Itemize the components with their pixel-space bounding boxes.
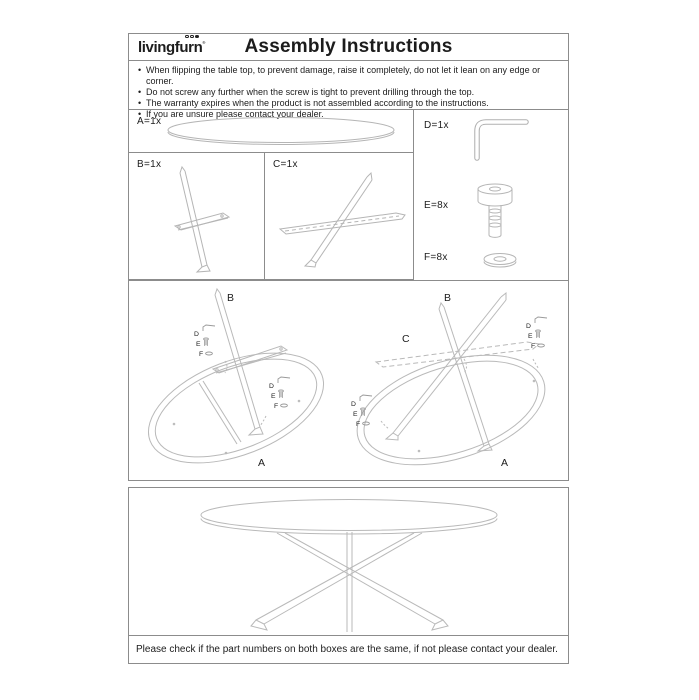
svg-text:D: D (269, 383, 274, 390)
trademark-symbol: ® (202, 39, 205, 45)
svg-text:E: E (528, 333, 533, 340)
assembled-table (128, 487, 569, 636)
instruction-sheet (128, 33, 569, 664)
svg-text:E: E (271, 393, 276, 400)
assembly-step-1-drawing (133, 289, 338, 480)
svg-text:F: F (274, 403, 279, 410)
allen-key-icon (477, 122, 526, 158)
part-f-label: F=8x (424, 252, 448, 263)
part-b-box (128, 152, 265, 280)
footer-note (128, 635, 569, 664)
step1-label-a: A (258, 457, 266, 469)
header (128, 33, 569, 61)
parts-list (128, 109, 569, 281)
fastener-callout (269, 377, 290, 410)
part-a-label: A=1x (137, 116, 162, 127)
assembly-steps-drawing (129, 281, 568, 480)
part-e-label: E=8x (424, 200, 449, 211)
note-item: • If you are unsure please contact your dealer. (137, 109, 562, 120)
svg-text:F: F (531, 343, 536, 350)
fastener-callout (194, 325, 215, 358)
fastener-callout (526, 317, 547, 350)
leg-drawing (129, 153, 264, 279)
assembly-steps (128, 280, 569, 481)
cross-base-drawing (265, 153, 413, 279)
assembly-step-2-drawing (344, 293, 558, 480)
washer-icon (484, 254, 516, 268)
step2-label-a: A (501, 457, 509, 469)
svg-text:D: D (194, 331, 199, 338)
page-title: Assembly Instructions (244, 36, 453, 57)
part-a-box (128, 109, 414, 153)
hardware-drawing (414, 110, 568, 280)
svg-text:E: E (196, 341, 201, 348)
bolt-icon (478, 184, 512, 237)
part-c-box (264, 152, 414, 280)
svg-text:D: D (351, 401, 356, 408)
svg-text:F: F (356, 421, 361, 428)
part-b-label: B=1x (137, 159, 162, 170)
brand-logo-text: livingfurn (138, 38, 203, 56)
note-item: • When flipping the table top, to prevent damage, raise it completely, do not let it lean on any edge or corner. (137, 65, 562, 87)
assembled-table-drawing (129, 488, 568, 635)
note-item: • The warranty expires when the product is not assembled according to the instructions. (137, 98, 562, 109)
part-d-label: D=1x (424, 120, 449, 131)
part-c-label: C=1x (273, 159, 298, 170)
fastener-callout (351, 395, 372, 428)
safety-notes (128, 60, 569, 119)
footer-note-text: Please check if the part numbers on both boxes are the same, if not please contact your dealer. (136, 644, 558, 655)
svg-text:D: D (526, 323, 531, 330)
svg-text:E: E (353, 411, 358, 418)
step2-label-b: B (444, 292, 452, 304)
step2-label-c: C (402, 333, 410, 345)
svg-text:F: F (199, 351, 204, 358)
step1-label-b: B (227, 292, 235, 304)
note-item: • Do not screw any further when the screw is tight to prevent drilling through the top. (137, 87, 562, 98)
part-def-box (413, 109, 569, 281)
table-top-drawing (129, 110, 413, 152)
